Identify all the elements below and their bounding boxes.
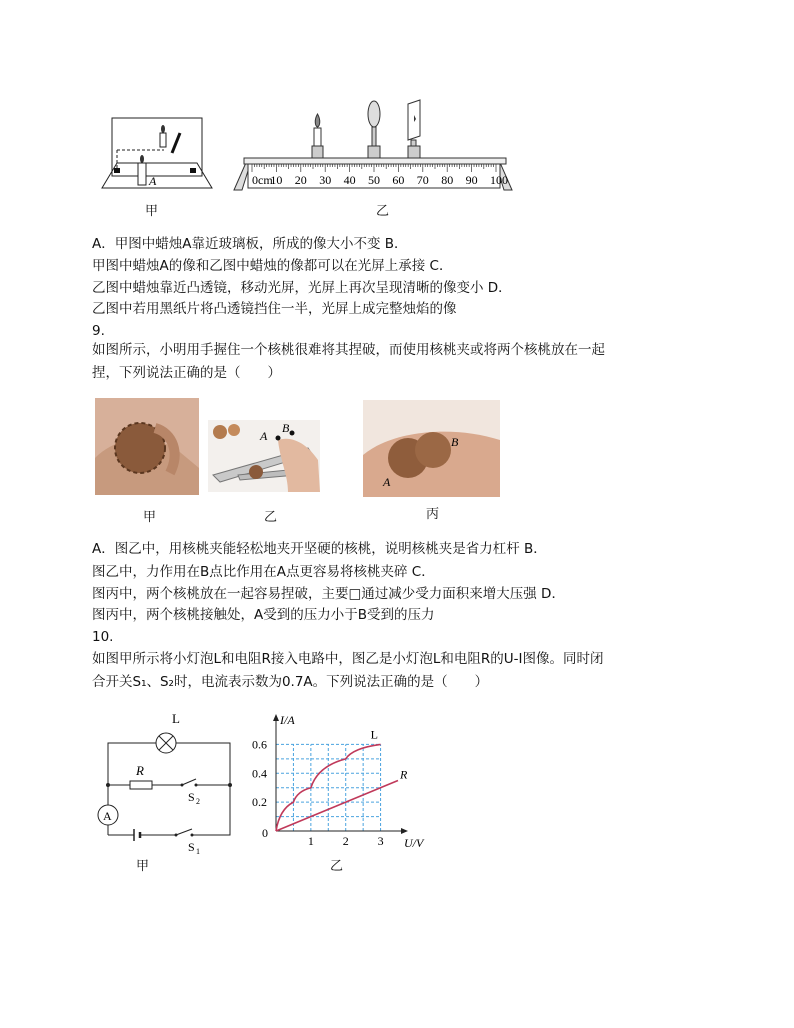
ruler-label: 20 — [294, 173, 307, 187]
lever-point-a-label: A — [260, 429, 268, 443]
y-tick-label: 0.6 — [252, 737, 267, 752]
ruler-label: 30 — [319, 173, 332, 187]
y-tick-label: 0 — [262, 826, 268, 840]
series-label-L: L — [370, 727, 378, 742]
ruler-label: 10 — [270, 173, 283, 187]
switch-s1-subscript: 1 — [196, 847, 200, 856]
circuit-diagram — [92, 705, 242, 870]
lever-point-b-label: B — [282, 421, 290, 435]
lamp-label: L — [172, 711, 180, 726]
walnut-a-label: A — [383, 475, 391, 489]
x-axis-arrow — [401, 828, 408, 834]
x-axis-label: U/V — [404, 836, 424, 850]
ruler-label: 0cm — [252, 173, 273, 187]
y-tick-label: 0.4 — [252, 766, 267, 781]
x-tick-label: 3 — [377, 834, 384, 848]
q9-option-a: A．图乙中，用核桃夹能轻松地夹开坚硬的核桃，说明核桃夹是省力杠杆 B． — [92, 541, 547, 557]
q8-option-c: 乙图中蜡烛靠近凸透镜，移动光屏，光屏上再次呈现清晰的像变小 D． — [92, 280, 512, 296]
q9-option-b: 图乙中，力作用在B点比作用在A点更容易将核桃夹碎 C． — [92, 564, 435, 580]
q10-stem-line-1: 如图甲所示将小灯泡L和电阻R接入电路中，图乙是小灯泡L和电阻R的U-I图像。同时闭 — [92, 651, 604, 667]
y-axis-label: I/A — [280, 713, 295, 727]
x-tick-label: 2 — [342, 834, 349, 848]
q10-stem-line-2: 合开关S₁、S₂时，电流表示数为0.7A。下列说法正确的是（ ） — [92, 674, 489, 690]
chart-caption: 乙 — [330, 859, 344, 874]
series-label-R: R — [400, 767, 408, 782]
photo-caption-jia: 甲 — [143, 510, 157, 525]
q9-stem-line-1: 如图所示，小明用手握住一个核桃很难将其捏破，而使用核桃夹或将两个核桃放在一起 — [92, 342, 605, 358]
x-tick-label: 1 — [307, 834, 314, 848]
q8-option-d: 乙图中若用黑纸片将凸透镜挡住一半，光屏上成完整烛焰的像 — [92, 301, 457, 317]
q10-number: 10. — [92, 629, 114, 645]
ruler-label: 50 — [368, 173, 380, 187]
figure-caption-yi: 乙 — [376, 204, 390, 219]
y-axis-arrow — [273, 714, 279, 721]
q9-number: 9. — [92, 323, 105, 339]
resistor-label: R — [136, 763, 144, 778]
optical-bench-figure — [228, 100, 518, 195]
iu-graph — [252, 712, 438, 857]
y-tick-label: 0.2 — [252, 795, 267, 810]
ruler-label: 80 — [441, 173, 454, 187]
switch-s2-label: S — [188, 790, 195, 804]
ruler-label: 40 — [343, 173, 356, 187]
ruler-label: 100 — [490, 173, 508, 187]
ruler-label: 60 — [392, 173, 405, 187]
mirror-experiment-figure — [92, 108, 222, 198]
photo-caption-yi: 乙 — [264, 510, 278, 525]
switch-s1-label: S — [188, 840, 195, 854]
q8-option-a: A．甲图中蜡烛A靠近玻璃板，所成的像大小不变 B． — [92, 236, 408, 252]
circuit-caption: 甲 — [136, 859, 150, 874]
two-walnuts-photo — [363, 400, 500, 497]
candle-a-label: A — [149, 174, 157, 188]
ammeter-label: A — [103, 809, 112, 823]
q8-option-b: 甲图中蜡烛A的像和乙图中蜡烛的像都可以在光屏上承接 C． — [92, 258, 453, 274]
walnut-hand-photo — [95, 398, 199, 495]
nutcracker-photo — [208, 420, 320, 492]
switch-s2-subscript: 2 — [196, 797, 200, 806]
q9-option-d: 图丙中，两个核桃接触处，A受到的压力小于B受到的压力 — [92, 607, 435, 623]
walnut-b-label: B — [451, 435, 459, 449]
ruler-label: 90 — [465, 173, 478, 187]
q9-stem-line-2: 捏，下列说法正确的是（ ） — [92, 365, 281, 381]
q9-option-c: 图丙中，两个核桃放在一起容易捏破，主要□通过减少受力面积来增大压强 D． — [92, 586, 565, 602]
photo-caption-bing: 丙 — [426, 507, 440, 522]
figure-caption-jia: 甲 — [145, 204, 159, 219]
ruler-label: 70 — [416, 173, 429, 187]
